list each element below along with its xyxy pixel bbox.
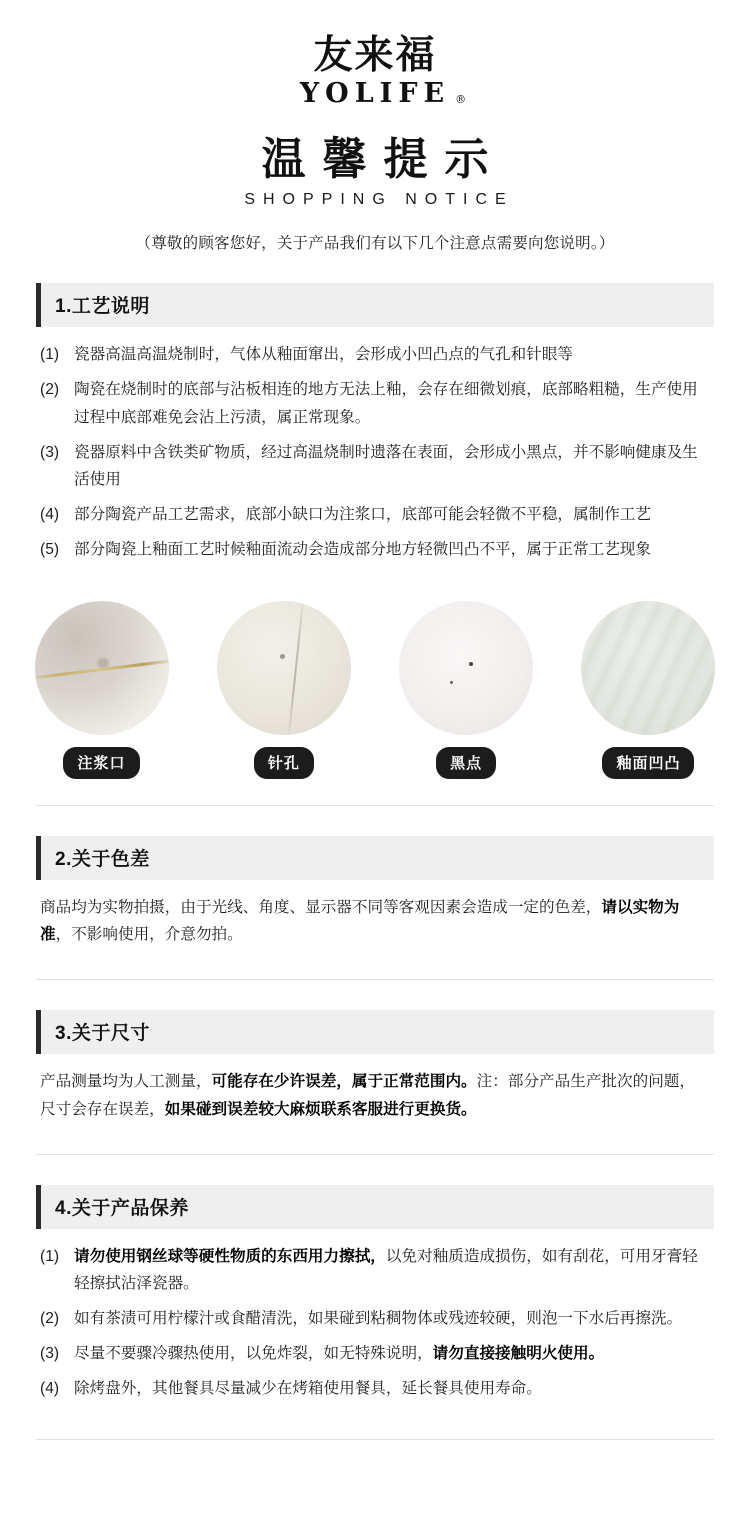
section-maintenance	[36, 1185, 714, 1414]
photo-cell-glaze-texture	[571, 601, 726, 779]
list-item-text: 如有茶渍可用柠檬汁或食醋清洗，如果碰到粘稠物体或残迹较硬，则泡一下水后再擦洗。	[74, 1310, 683, 1328]
list-item-number: (3)	[40, 1344, 60, 1362]
list-item	[40, 1375, 710, 1403]
photo-detail-dot-secondary	[450, 681, 453, 684]
intro-text: （尊敬的顾客您好，关于产品我们有以下几个注意点需要向您说明。）	[135, 235, 615, 253]
photo-caption: 黑点	[436, 747, 496, 779]
section-heading-craft: 1.工艺说明	[36, 283, 714, 327]
photo-cell-pinhole	[206, 601, 361, 779]
paragraph-part: 注：部分产品生产批次的问题，尺寸会存在误差，	[40, 1073, 695, 1118]
list-item-text: 陶瓷在烧制时的底部与沾板相连的地方无法上釉，会存在细微划痕，底部略粗糙，生产使用过程中底部难免会沾上污渍，属正常现象。	[74, 381, 698, 426]
list-item-part: 尽量不要骤冷骤热使用，以免炸裂，如无特殊说明，	[74, 1344, 433, 1362]
section-size	[36, 1010, 714, 1128]
photo-caption: 针孔	[254, 747, 314, 779]
brand-name-en: YOLIFE	[299, 77, 451, 109]
section-body-craft	[36, 327, 714, 574]
section-color-difference	[36, 836, 714, 954]
list-item-text	[74, 1243, 710, 1299]
bottom-spacer	[0, 1440, 750, 1476]
divider	[36, 979, 714, 980]
section-heading-size: 3.关于尺寸	[36, 1010, 714, 1054]
paragraph-part: 产品测量均为人工测量，	[40, 1073, 212, 1091]
list-item-number: (1)	[40, 346, 60, 364]
photo-detail-pin	[280, 654, 285, 659]
list-item	[40, 1340, 710, 1368]
divider	[36, 1154, 714, 1155]
ceramic-glaze-texture-photo	[581, 601, 715, 735]
photo-cell-black-spot	[389, 601, 544, 779]
list-item-part-emphasis: 请勿直接接触明火使用。	[432, 1344, 605, 1362]
section-heading-maintenance: 4.关于产品保养	[36, 1185, 714, 1229]
photo-detail-line	[287, 601, 304, 735]
paragraph-part-emphasis: 请以实物为准	[40, 898, 680, 944]
list-item	[40, 501, 710, 529]
photo-cell-pour-hole	[24, 601, 179, 779]
section-body-maintenance	[36, 1229, 714, 1414]
list-item-text: 除烤盘外，其他餐具尽量减少在烤箱使用餐具，延长餐具使用寿命。	[74, 1379, 542, 1397]
brand-name-cn: 友来福	[313, 32, 437, 78]
section-body-size	[36, 1054, 714, 1128]
divider	[36, 805, 714, 806]
page-title-block	[0, 135, 750, 210]
list-item	[40, 1243, 710, 1299]
list-item	[40, 536, 710, 564]
list-item-text: 瓷器原料中含铁类矿物质，经过高温烧制时遗落在表面，会形成小黑点，并不影响健康及生活使用	[74, 443, 698, 489]
section-craft	[36, 283, 714, 574]
list-item-number: (1)	[40, 1247, 60, 1265]
list-item-number: (2)	[40, 381, 60, 399]
list-item-number: (5)	[40, 540, 60, 558]
list-item-text: 部分陶瓷上釉面工艺时候釉面流动会造成部分地方轻微凹凸不平，属于正常工艺现象	[74, 540, 651, 558]
paragraph-part: 商品均为实物拍摄，由于光线、角度、显示器不同等客观因素会造成一定的色差，	[40, 898, 602, 916]
photo-caption: 釉面凹凸	[602, 747, 694, 779]
list-item-part: 以免对釉质造成损伤，如有刮花，可用牙膏轻轻擦拭沾泽瓷器。	[74, 1247, 698, 1293]
ceramic-pour-hole-photo	[35, 601, 169, 735]
paragraph-part-emphasis: 如果碰到误差较大麻烦联系客服进行更换货。	[164, 1100, 477, 1118]
ceramic-pinhole-photo	[217, 601, 351, 735]
paragraph-part-emphasis: 可能存在少许误差，属于正常范围内。	[211, 1073, 477, 1091]
list-item	[40, 341, 710, 369]
list-item	[40, 376, 710, 432]
list-item-part-emphasis: 请勿使用钢丝球等硬性物质的东西用力擦拭，	[74, 1247, 386, 1265]
section-body-color-difference	[36, 880, 714, 954]
photo-caption: 注浆口	[63, 747, 139, 779]
list-item	[40, 1305, 710, 1333]
page-subtitle-en: SHOPPING NOTICE	[244, 191, 514, 209]
paragraph-part: ，不影响使用，介意勿拍。	[55, 926, 243, 944]
list-item-number: (2)	[40, 1310, 60, 1328]
list-item-text: 瓷器高温高温烧制时，气体从釉面窜出，会形成小凹凸点的气孔和针眼等	[74, 346, 574, 364]
list-item-text	[74, 1340, 710, 1368]
list-item-number: (3)	[40, 443, 60, 461]
registered-mark-icon: ®	[455, 92, 467, 106]
ceramic-black-spot-photo	[399, 601, 533, 735]
defect-photo-row	[24, 601, 726, 779]
list-item	[40, 439, 710, 495]
section-heading-color-difference: 2.关于色差	[36, 836, 714, 880]
list-item-number: (4)	[40, 1379, 60, 1397]
brand-logo	[0, 34, 750, 107]
paragraph-color-difference	[40, 894, 710, 950]
page-title: 温馨提示	[261, 133, 506, 185]
photo-detail-wave	[581, 601, 715, 735]
paragraph-size	[40, 1068, 710, 1124]
brand-name-en-wrap	[299, 77, 467, 109]
list-item-number: (4)	[40, 506, 60, 524]
photo-detail-dot	[469, 662, 473, 666]
list-item-text: 部分陶瓷产品工艺需求，底部小缺口为注浆口，底部可能会轻微不平稳，属制作工艺	[74, 506, 651, 524]
